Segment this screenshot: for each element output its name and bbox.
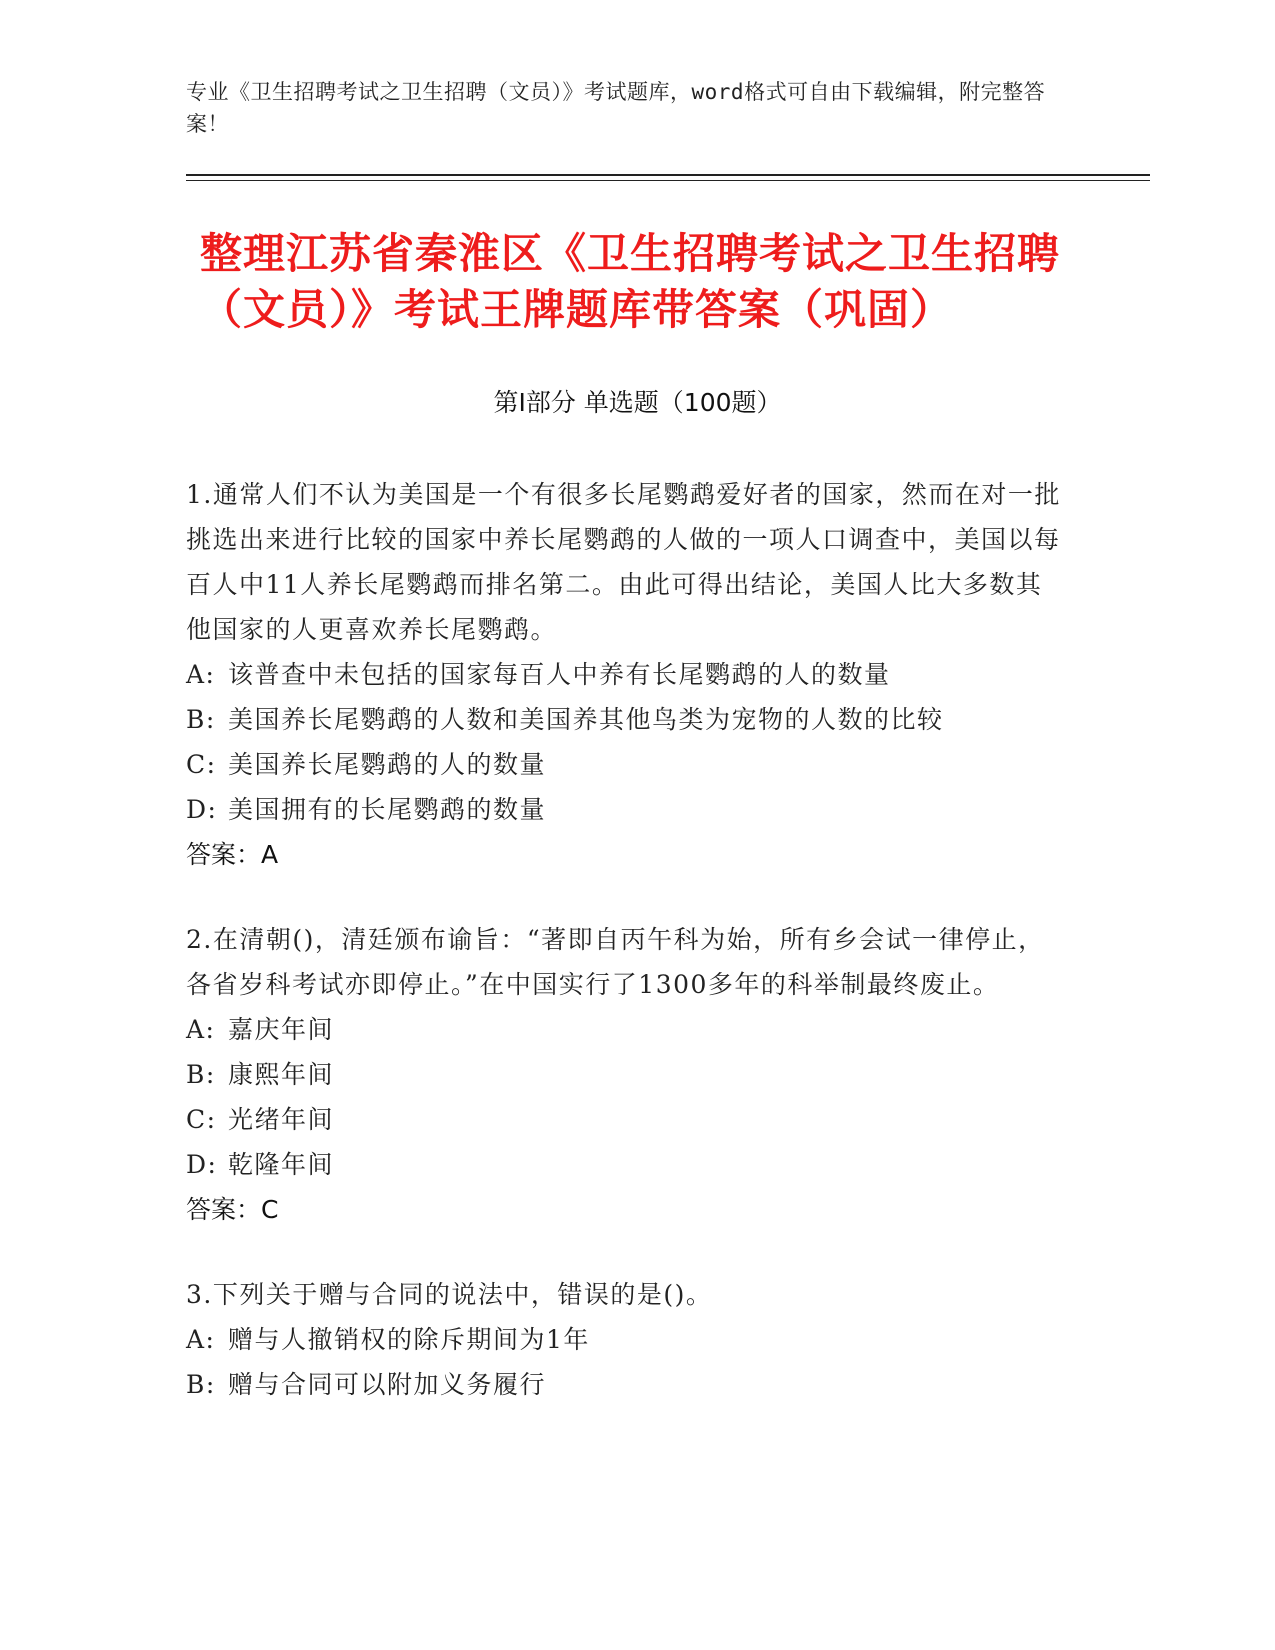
option-text: 赠与人撤销权的除斥期间为1年: [228, 1325, 590, 1354]
option-a: [186, 1007, 1066, 1052]
option-text: 乾隆年间: [228, 1150, 335, 1179]
option-text: 美国养长尾鹦鹉的人的数量: [228, 750, 547, 779]
section-title: 第Ⅰ部分 单选题（100题）: [493, 388, 782, 417]
question-stem: 3.下列关于赠与合同的说法中，错误的是()。: [186, 1280, 713, 1309]
option-letter: C:: [186, 750, 217, 779]
option-letter: D:: [186, 795, 218, 824]
option-letter: B:: [186, 705, 216, 734]
header-note: 专业《卫生招聘考试之卫生招聘（文员）》考试题库，word格式可自由下载编辑，附完整答案！: [186, 80, 1046, 136]
question-stem: 1.通常人们不认为美国是一个有很多长尾鹦鹉爱好者的国家，然而在对一批挑选出来进行比较的国家中养长尾鹦鹉的人做的一项人口调查中，美国以每百人中11人养长尾鹦鹉而排名第二。由此可得出结论，美国人比大多数其他国家的人更喜欢养长尾鹦鹉。: [186, 480, 1061, 644]
option-text: 该普查中未包括的国家每百人中养有长尾鹦鹉的人的数量: [228, 660, 891, 689]
question-list: [186, 472, 1066, 1447]
option-c: [186, 1097, 1066, 1142]
option-letter: A:: [186, 1015, 216, 1044]
option-letter: B:: [186, 1370, 216, 1399]
answer-line: 答案：C: [186, 1195, 279, 1224]
question-1: [186, 472, 1066, 877]
option-c: [186, 742, 1066, 787]
option-b: [186, 1362, 1066, 1407]
option-letter: A:: [186, 660, 216, 689]
option-b: [186, 697, 1066, 742]
option-text: 光绪年间: [228, 1105, 335, 1134]
option-letter: A:: [186, 1325, 216, 1354]
header-divider-thin: [186, 180, 1150, 181]
option-letter: D:: [186, 1150, 218, 1179]
option-text: 康熙年间: [228, 1060, 335, 1089]
question-2: [186, 917, 1066, 1232]
document-title: 整理江苏省秦淮区《卫生招聘考试之卫生招聘（文员）》考试王牌题库带答案（巩固）: [200, 229, 1061, 334]
option-d: [186, 1142, 1066, 1187]
option-letter: B:: [186, 1060, 216, 1089]
option-a: [186, 1317, 1066, 1362]
option-text: 赠与合同可以附加义务履行: [228, 1370, 547, 1399]
answer-line: 答案：A: [186, 840, 279, 869]
header-divider-thick: [186, 174, 1150, 176]
question-3: [186, 1272, 1066, 1407]
option-letter: C:: [186, 1105, 217, 1134]
option-d: [186, 787, 1066, 832]
option-b: [186, 1052, 1066, 1097]
question-stem: 2.在清朝()，清廷颁布谕旨：“著即自丙午科为始，所有乡会试一律停止，各省岁科考试亦即停止。”在中国实行了1300多年的科举制最终废止。: [186, 925, 1045, 999]
option-a: [186, 652, 1066, 697]
option-text: 嘉庆年间: [228, 1015, 335, 1044]
option-text: 美国拥有的长尾鹦鹉的数量: [228, 795, 547, 824]
option-text: 美国养长尾鹦鹉的人数和美国养其他鸟类为宠物的人数的比较: [228, 705, 944, 734]
